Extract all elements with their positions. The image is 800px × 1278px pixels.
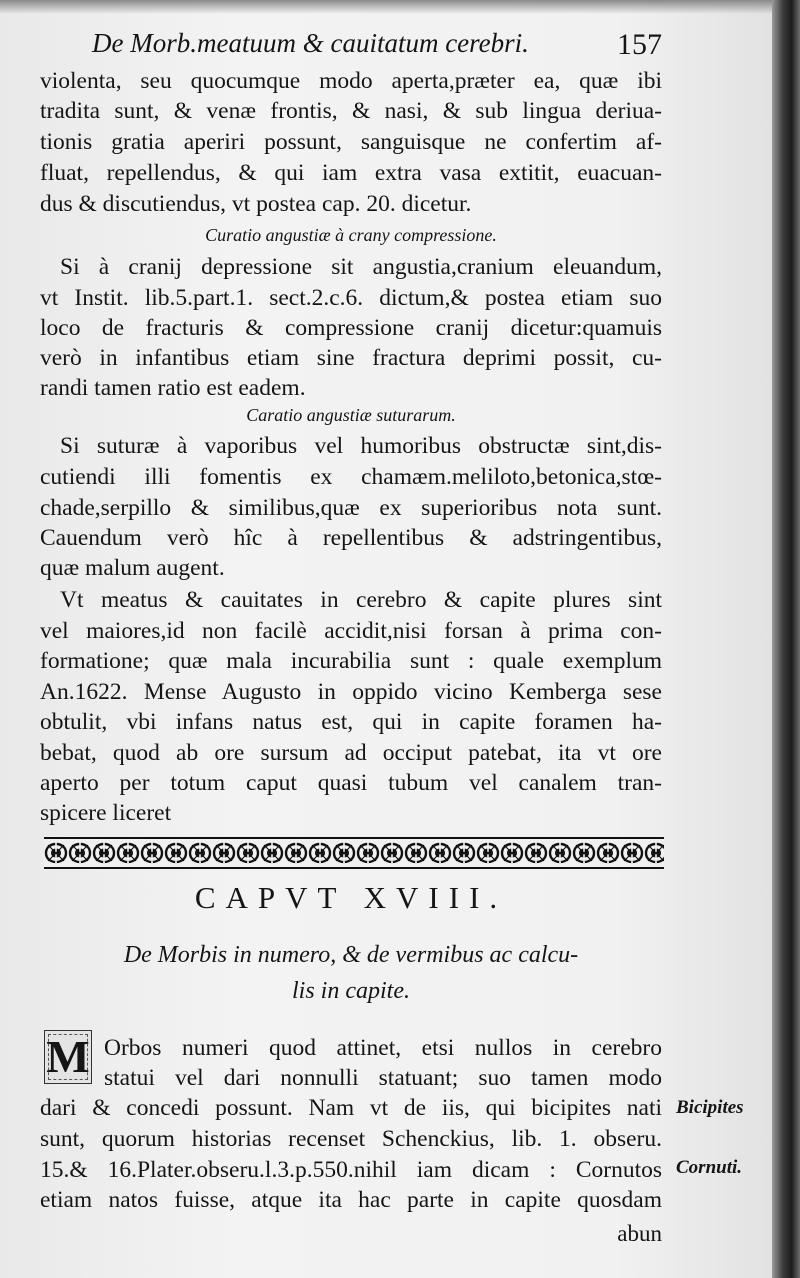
text-line: violenta, seu quocumque modo aperta,præter ea, quæ ibi	[40, 68, 662, 94]
running-head	[92, 28, 662, 59]
text-line: spicere liceret	[40, 800, 172, 826]
book-spine-edge	[772, 0, 800, 1278]
text-line: dus & discutiendus, vt postea cap. 20. dicetur.	[40, 191, 472, 217]
marginal-note: Bicipites	[676, 1097, 744, 1118]
text-line: vel maiores,id non facilè accidit,nisi forsan à prima con-	[40, 618, 662, 644]
text-line: tradita sunt, & venæ frontis, & nasi, & sub lingua deriua-	[40, 98, 662, 124]
text-line: bebat, quod ab ore sursum ad occiput patebat, ita vt ore	[40, 740, 662, 766]
marginal-note: Cornuti.	[676, 1157, 743, 1178]
text-line: sunt, quorum historias recenset Schenckius, lib. 1. obseru.	[40, 1126, 662, 1152]
drop-cap: M	[44, 1030, 92, 1084]
text-line: verò in infantibus etiam sine fractura deprimi possit, cu-	[40, 345, 662, 371]
text-line: Vt meatus & cauitates in cerebro & capite plures sint	[60, 587, 662, 613]
text-line: Si à cranij depressione sit angustia,cranium eleuandum,	[60, 254, 662, 280]
text-line: dari & concedi possunt. Nam vt de iis, qui bicipites nati	[40, 1095, 662, 1121]
text-line: quæ malum augent.	[40, 555, 225, 581]
text-line: loco de fracturis & compressione cranij dicetur:quamuis	[40, 315, 662, 341]
text-line: An.1622. Mense Augusto in oppido vicino Kemberga sese	[40, 679, 662, 705]
text-line: fluat, repellendus, & qui iam extra vasa extitit, euacuan-	[40, 160, 662, 186]
text-line: Cauendum verò hîc à repellentibus & adstringentibus,	[40, 525, 662, 551]
section-subheading: Curatio angustiæ à crany compressione.	[205, 225, 497, 245]
text-line: randi tamen ratio est eadem.	[40, 375, 306, 401]
text-line: aperto per totum caput quasi tubum vel canalem tran-	[40, 770, 662, 796]
text-line: formatione; quæ mala incurabilia sunt : quale exemplum	[40, 648, 662, 674]
section-subheading: Caratio angustiæ suturarum.	[246, 405, 456, 425]
page-number: 157	[617, 28, 662, 61]
chapter-title-line: lis in capite.	[292, 978, 410, 1004]
text-line: 15.& 16.Plater.obseru.l.3.p.550.nihil iam dicam : Cornutos	[40, 1157, 662, 1183]
page-top-shadow	[0, 0, 772, 14]
running-head-title: De Morb.meatuum & cauitatum cerebri.	[92, 28, 529, 58]
text-line: vt Instit. lib.5.part.1. sect.2.c.6. dictum,& postea etiam suo	[40, 285, 662, 311]
text-line: tionis gratia aperiri possunt, sanguisque ne confertim af-	[40, 129, 662, 155]
text-line: cutiendi illi fomentis ex chamæm.meliloto,betonica,stœ-	[40, 464, 662, 490]
catchword: abun	[617, 1221, 662, 1246]
text-line: etiam natos fuisse, atque ita hac parte in capite quosdam	[40, 1187, 662, 1213]
chapter-title-line: De Morbis in numero, & de vermibus ac calcu-	[123, 942, 579, 968]
ornamental-band	[44, 836, 664, 870]
text-line: Si suturæ à vaporibus vel humoribus obstructæ sint,dis-	[60, 433, 662, 459]
text-line: Orbos numeri quod attinet, etsi nullos in cerebro	[104, 1035, 662, 1061]
text-line: chade,serpillo & similibus,quæ ex superioribus nota sunt.	[40, 495, 662, 521]
text-line: statui vel dari nonnulli statuant; suo tamen modo	[104, 1065, 662, 1091]
chapter-heading: CAPVT XVIII.	[194, 880, 508, 915]
text-line: obtulit, vbi infans natus est, qui in capite foramen ha-	[40, 709, 662, 735]
